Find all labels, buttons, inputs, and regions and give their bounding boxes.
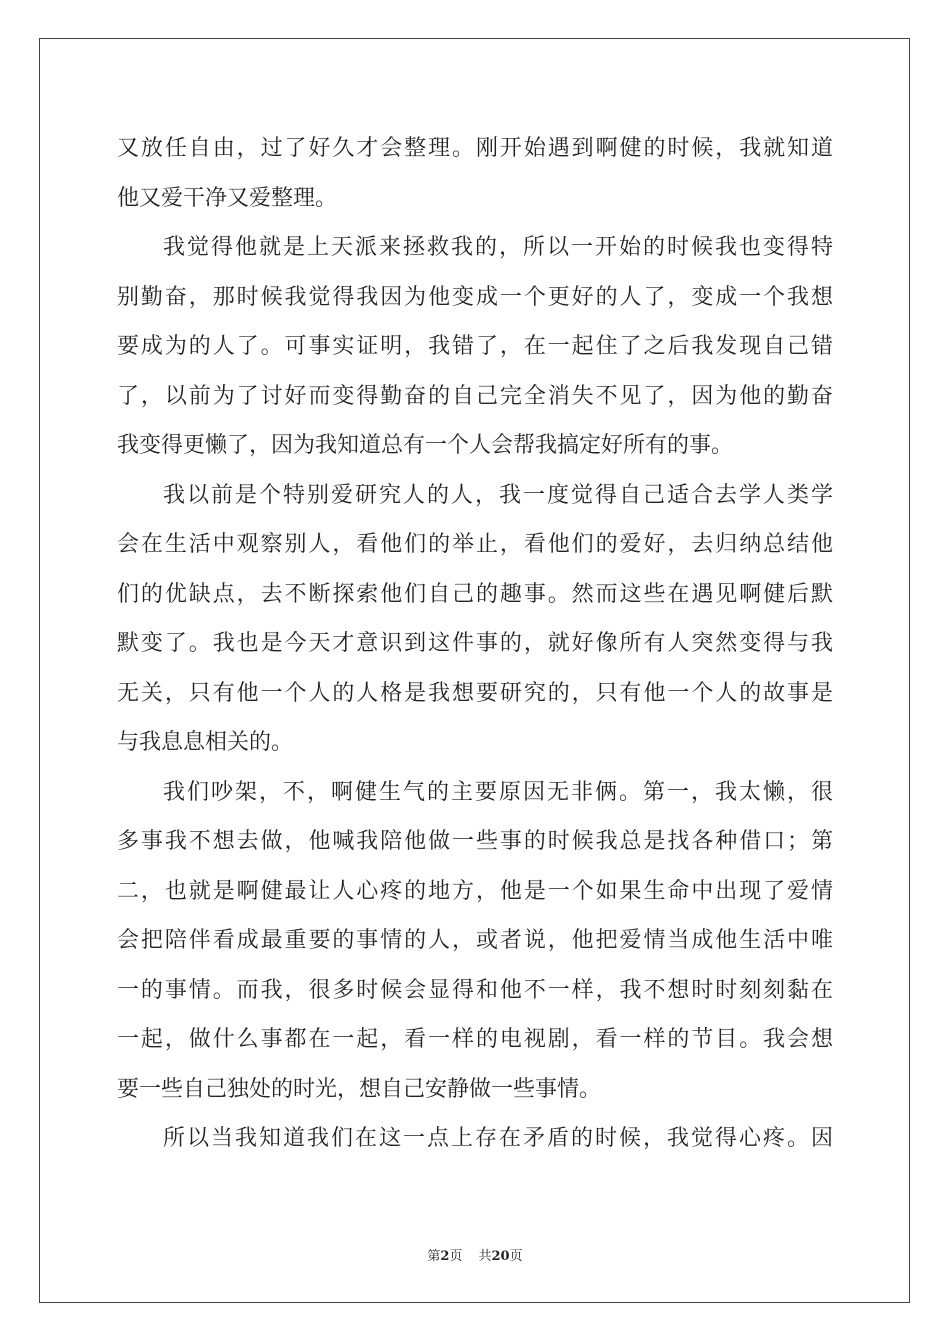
page-suffix: 页: [449, 1249, 463, 1264]
total-suffix: 页: [509, 1249, 523, 1264]
paragraph-first-line: 我以前是个特别爱研究人的人，我一度觉得自己适合去学人类学: [163, 482, 833, 508]
text-line: 了，以前为了讨好而变得勤奋的自己完全消失不见了，因为他的勤奋: [117, 383, 833, 409]
text-line: 默变了。我也是今天才意识到这件事的，就好像所有人突然变得与我: [117, 631, 833, 656]
text-line: 又放任自由，过了好久才会整理。刚开始遇到啊健的时候，我就知道: [117, 136, 833, 161]
paragraph-first-line: 所以当我知道我们在这一点上存在矛盾的时候，我觉得心疼。因: [163, 1126, 833, 1151]
text-line: 会在生活中观察别人，看他们的举止，看他们的爱好，去归纳总结他: [117, 532, 833, 557]
text-line: 们的优缺点，去不断探索他们自己的趣事。然而这些在遇见啊健后默: [117, 581, 833, 607]
text-line: 别勤奋，那时候我觉得我因为他变成一个更好的人了，变成一个我想: [117, 284, 833, 310]
text-line: 要一些自己独处的时光，想自己安静做一些事情。: [117, 1076, 602, 1102]
text-line: 他又爱干净又爱整理。: [117, 185, 338, 211]
total-pages: 20: [491, 1249, 510, 1264]
text-line: 二，也就是啊健最让人心疼的地方，他是一个如果生命中出现了爱情: [117, 878, 833, 904]
text-line: 与我息息相关的。: [117, 730, 294, 755]
text-line: 一起，做什么事都在一起，看一样的电视剧，看一样的节目。我会想: [117, 1027, 833, 1052]
page-footer: [0, 1245, 950, 1264]
text-line: 我变得更懒了，因为我知道总有一个人会帮我搞定好所有的事。: [117, 433, 734, 458]
paragraph-first-line: 我们吵架，不，啊健生气的主要原因无非俩。第一，我太懒，很: [163, 779, 833, 805]
text-line: 会把陪伴看成最重要的事情的人，或者说，他把爱情当成他生活中唯: [117, 928, 833, 953]
page-prefix: 第: [427, 1249, 441, 1264]
text-line: 一的事情。而我，很多时候会显得和他不一样，我不想时时刻刻黏在: [117, 977, 833, 1003]
page-number: 2: [440, 1249, 450, 1264]
total-prefix: 共: [478, 1249, 492, 1264]
paragraph-first-line: 我觉得他就是上天派来拯救我的，所以一开始的时候我也变得特: [163, 235, 833, 260]
document-body: [117, 124, 833, 1164]
text-line: 无关，只有他一个人的人格是我想要研究的，只有他一个人的故事是: [117, 680, 833, 706]
text-line: 要成为的人了。可事实证明，我错了，在一起住了之后我发现自己错: [117, 334, 833, 359]
text-line: 多事我不想去做，他喊我陪他做一些事的时候我总是找各种借口；第: [117, 829, 833, 854]
